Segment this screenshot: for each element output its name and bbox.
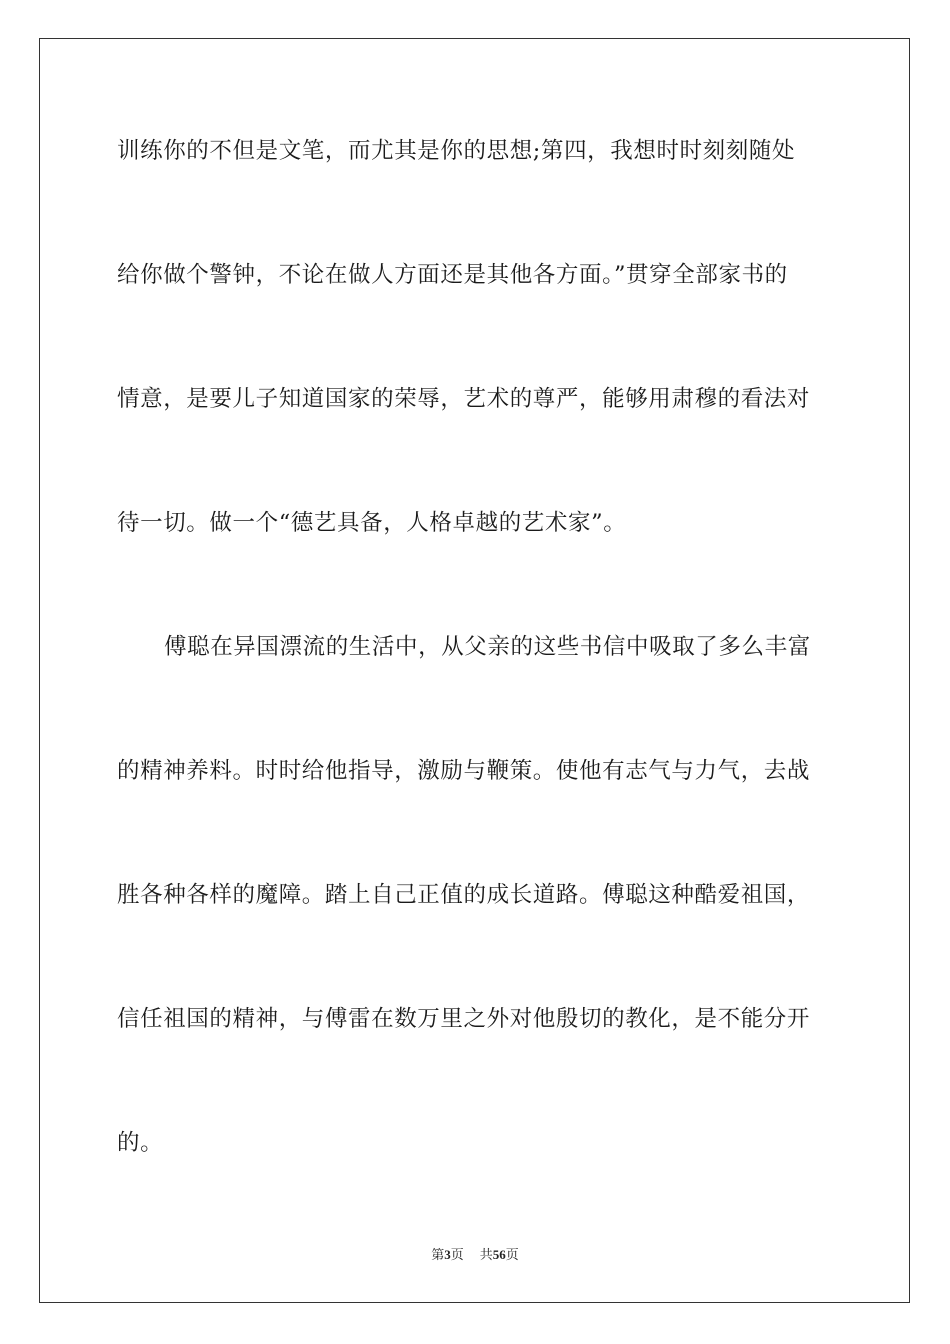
text-line: 待一切。做一个“德艺具备，人格卓越的艺术家”。 xyxy=(117,510,627,536)
text-line: 训练你的不但是文笔，而尤其是你的思想;第四，我想时时刻刻随处 xyxy=(117,138,796,164)
text-line: 情意，是要儿子知道国家的荣辱，艺术的尊严，能够用肃穆的看法对 xyxy=(117,386,811,412)
page-footer xyxy=(0,1246,950,1265)
text-line: 信任祖国的精神，与傅雷在数万里之外对他殷切的教化，是不能分开 xyxy=(117,1006,811,1032)
page-number: 3 xyxy=(444,1247,451,1262)
text-line: 的。 xyxy=(117,1130,164,1156)
text-line: 的精神养料。时时给他指导，激励与鞭策。使他有志气与力气，去战 xyxy=(117,758,811,784)
paragraph-first-line: 傅聪在异国漂流的生活中，从父亲的这些书信中吸取了多么丰富 xyxy=(164,634,811,660)
text-line: 胜各种各样的魔障。踏上自己正值的成长道路。傅聪这种酷爱祖国， xyxy=(117,882,811,908)
total-pages-label: 共56页 xyxy=(479,1247,519,1263)
text-line: 给你做个警钟，不论在做人方面还是其他各方面。”贯穿全部家书的 xyxy=(117,262,788,288)
page-label: 第3页 xyxy=(431,1247,464,1263)
total-pages: 56 xyxy=(492,1247,506,1262)
page-border xyxy=(39,38,910,1303)
